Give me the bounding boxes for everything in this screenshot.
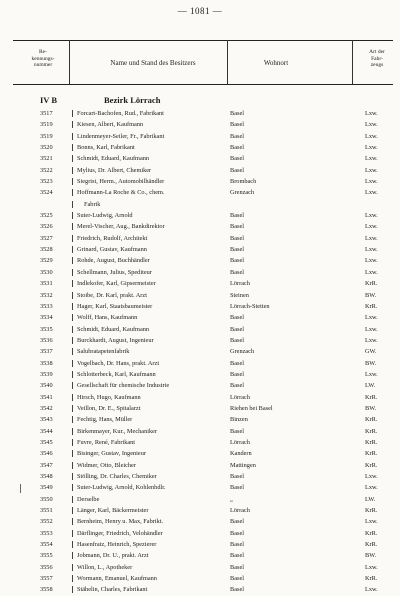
column-header-number: Re- kennungs- nummer — [31, 49, 55, 68]
entry-continuation — [0, 199, 400, 210]
row-divider — [72, 518, 73, 525]
entry-row — [0, 584, 400, 595]
entry-row — [0, 380, 400, 391]
vehicle-type: KrR. — [365, 280, 378, 288]
vehicle-type: KrR. — [365, 529, 378, 537]
residence: Basel — [230, 473, 244, 480]
entry-number: 3550 — [40, 495, 53, 503]
residence: Steinen — [230, 291, 249, 299]
owner-name: Schmidt, Eduard, Kaufmann — [77, 155, 150, 163]
owner-name: Birkenmayer, Kur., Mechaniker — [77, 427, 158, 435]
owner-name: Hoffmann-La Roche & Co., chem. — [77, 189, 165, 197]
residence: Lörrach — [230, 438, 250, 446]
row-divider — [72, 575, 73, 582]
vehicle-type: Lxw. — [365, 212, 378, 220]
vehicle-type: Lxw. — [365, 121, 378, 129]
vehicle-type: Lxw. — [365, 473, 378, 480]
residence: Basel — [230, 359, 244, 367]
entry-row — [0, 187, 400, 198]
entry-number: 3544 — [40, 427, 53, 435]
row-divider — [72, 371, 73, 378]
residence: Basel — [230, 563, 244, 571]
owner-name: Merel-Vischer, Aug., Bankdirektor — [77, 223, 165, 231]
row-divider — [72, 382, 73, 389]
vehicle-type: BW. — [365, 552, 377, 560]
row-divider — [72, 292, 73, 299]
column-header-name: Name und Stand des Besitzers — [110, 59, 196, 67]
vehicle-type: Lxw. — [365, 268, 378, 276]
entry-number: 3521 — [40, 155, 53, 163]
entry-number: 3537 — [40, 348, 53, 356]
section-title: Bezirk Lörrach — [104, 95, 161, 105]
owner-name: Indlekofer, Karl, Gipsermeister — [77, 280, 156, 288]
entry-row — [0, 516, 400, 527]
vehicle-type: Lxw. — [365, 223, 378, 231]
vehicle-type: KrR. — [365, 541, 378, 549]
residence: Basel — [230, 246, 244, 254]
row-divider — [72, 428, 73, 435]
owner-name: Schellmann, Julius, Spediteur — [77, 268, 152, 276]
vehicle-type: Lxw. — [365, 484, 378, 492]
owner-name: Grinard, Gustav, Kaufmann — [77, 246, 147, 254]
vehicle-type: Lxw. — [365, 563, 378, 571]
vehicle-type: Lxw. — [365, 166, 378, 174]
row-divider — [72, 110, 73, 117]
vehicle-type: KrR. — [365, 575, 378, 583]
section-code: IV B — [40, 95, 58, 105]
residence: Basel — [230, 212, 244, 220]
entry-row — [0, 460, 400, 471]
section-heading — [40, 95, 340, 105]
entry-row — [0, 494, 400, 505]
entry-row — [0, 482, 400, 493]
owner-name: Stölling, Dr. Charles, Chemiker — [77, 473, 157, 480]
vehicle-type: BW. — [365, 359, 377, 367]
entry-row — [0, 165, 400, 176]
entry-number: 3545 — [40, 438, 53, 446]
entry-number: 3536 — [40, 336, 53, 344]
row-divider — [72, 484, 73, 491]
entry-row — [0, 505, 400, 516]
vehicle-type: GW. — [365, 348, 377, 356]
entry-row — [0, 233, 400, 244]
vehicle-type: Lxw. — [365, 155, 378, 163]
owner-name: Därflinger, Friedrich, Velohändler — [77, 529, 163, 537]
owner-name: Stoibe, Dr. Karl, prakt. Arzt — [77, 291, 147, 299]
entry-row — [0, 550, 400, 561]
row-divider — [72, 235, 73, 242]
entry-number: 3520 — [40, 144, 53, 152]
vehicle-type: Lxw. — [365, 132, 378, 140]
owner-name: Mylius, Dr. Albert, Chemiker — [77, 166, 152, 174]
entry-number: 3519 — [40, 132, 53, 140]
residence: Basel — [230, 370, 244, 378]
entry-row — [0, 573, 400, 584]
row-divider — [72, 167, 73, 174]
residence: Kandern — [230, 450, 252, 458]
vehicle-type: Lxw. — [365, 586, 378, 594]
vehicle-type: Lxw. — [365, 178, 378, 186]
vehicle-type: KrR. — [365, 427, 378, 435]
vehicle-type: Lxw. — [365, 144, 378, 152]
residence: Basel — [230, 166, 244, 174]
row-divider — [72, 326, 73, 333]
row-divider — [72, 303, 73, 310]
row-divider — [72, 257, 73, 264]
owner-name: Kiesen, Albert, Kaufmann — [77, 121, 144, 129]
entry-number: 3533 — [40, 302, 53, 310]
owner-name: Hirsch, Hugo, Kaufmann — [77, 393, 141, 401]
entry-number: 3524 — [40, 189, 53, 197]
owner-name: Hager, Karl, Staatsbaumeister — [77, 302, 153, 310]
entry-row — [0, 471, 400, 482]
entry-number: 3556 — [40, 563, 53, 571]
row-divider — [72, 462, 73, 469]
entry-row — [0, 244, 400, 255]
owner-name: Wolff, Hans, Kaufmann — [77, 314, 138, 322]
entry-number: 3522 — [40, 166, 53, 174]
owner-name: Burckhardt, August, Ingenieur — [77, 336, 154, 344]
owner-name: Hasenfratz, Heinrich, Spezierer — [77, 541, 157, 549]
residence: Grenzach — [230, 348, 255, 356]
column-divider — [352, 40, 353, 84]
entry-number: 3519 — [40, 121, 53, 129]
vehicle-type: KrR. — [365, 416, 378, 424]
entry-row — [0, 562, 400, 573]
header-top-rule — [13, 40, 393, 41]
owner-name: Schmidt, Eduard, Kaufmann — [77, 325, 150, 333]
residence: Lörrach-Stetten — [230, 302, 270, 310]
residence: Basel — [230, 223, 244, 231]
owner-name: Fabrik — [84, 200, 101, 208]
entry-number: 3546 — [40, 450, 53, 458]
owner-name: Bernheim, Henry u. Max, Fabrikt. — [77, 518, 164, 526]
owner-name: Salubratapetenfabrik — [77, 348, 130, 356]
vehicle-type: Lxw. — [365, 325, 378, 333]
owner-name: Suter-Ludwig, Arnold — [77, 212, 133, 220]
row-divider — [72, 337, 73, 344]
row-divider — [72, 530, 73, 537]
residence: Basel — [230, 575, 244, 583]
vehicle-type: KrR. — [365, 507, 378, 515]
vehicle-type: Lxw. — [365, 257, 378, 265]
residence: Mattingen — [230, 461, 256, 469]
entry-number: 3528 — [40, 246, 53, 254]
owner-name: Siegrist, Herm., Automobilhändler — [77, 178, 165, 186]
residence: Lörrach — [230, 393, 250, 401]
entry-number: 3529 — [40, 257, 53, 265]
vehicle-type: KrR. — [365, 302, 378, 310]
entry-row — [0, 221, 400, 232]
entry-number: 3527 — [40, 234, 53, 242]
entry-row — [0, 119, 400, 130]
residence: Basel — [230, 427, 244, 435]
page-number: — 1081 — — [177, 6, 223, 16]
entry-row — [0, 176, 400, 187]
owner-name: Stähelin, Charles, Fabrikant — [77, 586, 148, 594]
row-divider — [72, 155, 73, 162]
vehicle-type: LW. — [365, 495, 376, 503]
entry-number: 3542 — [40, 404, 53, 412]
residence: Basel — [230, 586, 244, 594]
vehicle-type: KrR. — [365, 438, 378, 446]
entry-number: 3535 — [40, 325, 53, 333]
entry-row — [0, 267, 400, 278]
owner-name: Bonns, Karl, Fabrikant — [77, 144, 135, 152]
column-divider — [69, 40, 70, 84]
entry-number: 3557 — [40, 575, 53, 583]
entry-row — [0, 414, 400, 425]
owner-name: Wormann, Emanuel, Kaufmann — [77, 575, 157, 583]
row-divider — [72, 552, 73, 559]
row-divider — [72, 269, 73, 276]
row-divider — [72, 133, 73, 140]
owner-name: Forcart-Bachofen, Rud., Fabrikant — [77, 110, 164, 117]
row-divider — [72, 405, 73, 412]
owner-name: Vogelbach, Dr. Hans, prakt. Arzt — [77, 359, 160, 367]
residence: Basel — [230, 121, 244, 129]
entry-row — [0, 131, 400, 142]
entry-number: 3525 — [40, 212, 53, 220]
entry-row — [0, 255, 400, 266]
entry-number: 3554 — [40, 541, 53, 549]
entry-row — [0, 142, 400, 153]
residence: Binzen — [230, 416, 248, 424]
row-divider — [72, 144, 73, 151]
entry-number: 3532 — [40, 291, 53, 299]
entry-number: 3523 — [40, 178, 53, 186]
entry-number: 3540 — [40, 382, 53, 390]
entry-row — [0, 278, 400, 289]
residence: Basel — [230, 541, 244, 549]
vehicle-type: BW. — [365, 404, 377, 412]
row-divider — [72, 473, 73, 480]
row-divider — [72, 564, 73, 571]
residence: Brombach — [230, 178, 257, 186]
entry-number: 3552 — [40, 518, 53, 526]
entry-row — [0, 358, 400, 369]
entry-row — [0, 153, 400, 164]
residence: Basel — [230, 484, 244, 492]
entry-number: 3553 — [40, 529, 53, 537]
owner-name: Friedrich, Rudolf, Architekt — [77, 234, 148, 242]
entry-row — [0, 290, 400, 301]
entry-number: 3539 — [40, 370, 53, 378]
row-divider — [72, 360, 73, 367]
row-divider — [72, 450, 73, 457]
entry-row — [0, 539, 400, 550]
row-divider — [72, 201, 73, 208]
row-divider — [72, 348, 73, 355]
owner-name: Fechtig, Hans, Müller — [77, 416, 133, 424]
owner-name: Bisinger, Gustav, Ingenieur — [77, 450, 146, 458]
residence: Basel — [230, 336, 244, 344]
residence: Lörrach — [230, 507, 250, 515]
entry-number: 3541 — [40, 393, 53, 401]
entry-row — [0, 312, 400, 323]
residence: Basel — [230, 382, 244, 390]
entry-number: 3551 — [40, 507, 53, 515]
residence: Basel — [230, 518, 244, 526]
entry-row — [0, 108, 400, 119]
residence: Basel — [230, 268, 244, 276]
vehicle-type: Lxw. — [365, 370, 378, 378]
residence: Basel — [230, 529, 244, 537]
owner-name: Gesellschaft für chemische Industrie — [77, 382, 170, 390]
vehicle-type: Lxw. — [365, 189, 378, 197]
owner-name: Länger, Karl, Bäckermeister — [77, 507, 149, 515]
vehicle-type: KrR. — [365, 461, 378, 469]
entry-row — [0, 426, 400, 437]
residence: Basel — [230, 144, 244, 152]
row-divider — [72, 416, 73, 423]
residence: Basel — [230, 552, 244, 560]
row-divider — [72, 280, 73, 287]
residence: „ — [230, 495, 233, 503]
residence: Basel — [230, 234, 244, 242]
vehicle-type: LW. — [365, 382, 376, 390]
entry-row — [0, 403, 400, 414]
owner-name: Jobmann, Dr. U., prakt. Arzt — [77, 552, 149, 560]
entry-number: 3548 — [40, 473, 53, 480]
owner-name: Fuvre, René, Fabrikant — [77, 438, 136, 446]
entry-number: 3531 — [40, 280, 53, 288]
owner-name: Lindenmeyer-Seiler, Fr., Fabrikant — [77, 132, 165, 140]
row-divider — [72, 507, 73, 514]
entry-number: 3558 — [40, 586, 53, 594]
entry-number: 3517 — [40, 110, 53, 117]
owner-name: Derselbe — [77, 495, 100, 503]
row-divider — [72, 541, 73, 548]
entry-row — [0, 346, 400, 357]
row-divider — [72, 246, 73, 253]
vehicle-type: KrR. — [365, 393, 378, 401]
residence: Grenzach — [230, 189, 255, 197]
column-header-extra: Art der Fahr- zeugs — [369, 49, 385, 68]
row-divider — [72, 121, 73, 128]
residence: Basel — [230, 110, 244, 117]
owner-name: Schlotterbeck, Karl, Kaufmann — [77, 370, 156, 378]
entry-number: 3526 — [40, 223, 53, 231]
entry-row — [0, 448, 400, 459]
residence: Basel — [230, 314, 244, 322]
row-divider — [72, 178, 73, 185]
column-header-residence: Wohnort — [263, 59, 289, 67]
vehicle-type: Lxw. — [365, 234, 378, 242]
owner-name: Veillon, Dr. E., Spitalarzt — [77, 404, 141, 412]
row-divider — [72, 189, 73, 196]
entry-number: 3543 — [40, 416, 53, 424]
entry-row — [0, 369, 400, 380]
entries-list — [0, 108, 400, 596]
entry-row — [0, 528, 400, 539]
residence: Basel — [230, 257, 244, 265]
owner-name: Willon, L., Apotheker — [77, 563, 133, 571]
entry-number: 3538 — [40, 359, 53, 367]
row-divider — [72, 496, 73, 503]
row-divider — [72, 439, 73, 446]
entry-row — [0, 392, 400, 403]
owner-name: Widmer, Otto, Bleicher — [77, 461, 136, 469]
owner-name: Suter-Ludwig, Arnold, Kohlenhdlr. — [77, 484, 166, 492]
header-bottom-rule — [13, 84, 393, 85]
entry-number: 3555 — [40, 552, 53, 560]
vehicle-type: KrR. — [365, 450, 378, 458]
entry-row — [0, 335, 400, 346]
residence: Basel — [230, 132, 244, 140]
vehicle-type: Lxw. — [365, 314, 378, 322]
entry-row — [0, 437, 400, 448]
vehicle-type: Lxw. — [365, 110, 378, 117]
residence: Basel — [230, 325, 244, 333]
entry-row — [0, 324, 400, 335]
row-divider — [72, 314, 73, 321]
vehicle-type: Lxw. — [365, 246, 378, 254]
residence: Basel — [230, 155, 244, 163]
owner-name: Rohde, August, Buchhändler — [77, 257, 150, 265]
residence: Riehen bei Basel — [230, 404, 273, 412]
entry-number: 3534 — [40, 314, 53, 322]
entry-number: 3549 — [40, 484, 53, 492]
vehicle-type: BW. — [365, 291, 377, 299]
vehicle-type: Lxw. — [365, 336, 378, 344]
entry-number: 3547 — [40, 461, 53, 469]
row-divider — [72, 586, 73, 593]
entry-row — [0, 210, 400, 221]
row-divider — [72, 394, 73, 401]
row-divider — [72, 212, 73, 219]
residence: Lörrach — [230, 280, 250, 288]
column-divider — [227, 40, 228, 84]
vehicle-type: Lxw. — [365, 518, 378, 526]
entry-number: 3530 — [40, 268, 53, 276]
row-divider — [72, 223, 73, 230]
entry-row — [0, 301, 400, 312]
